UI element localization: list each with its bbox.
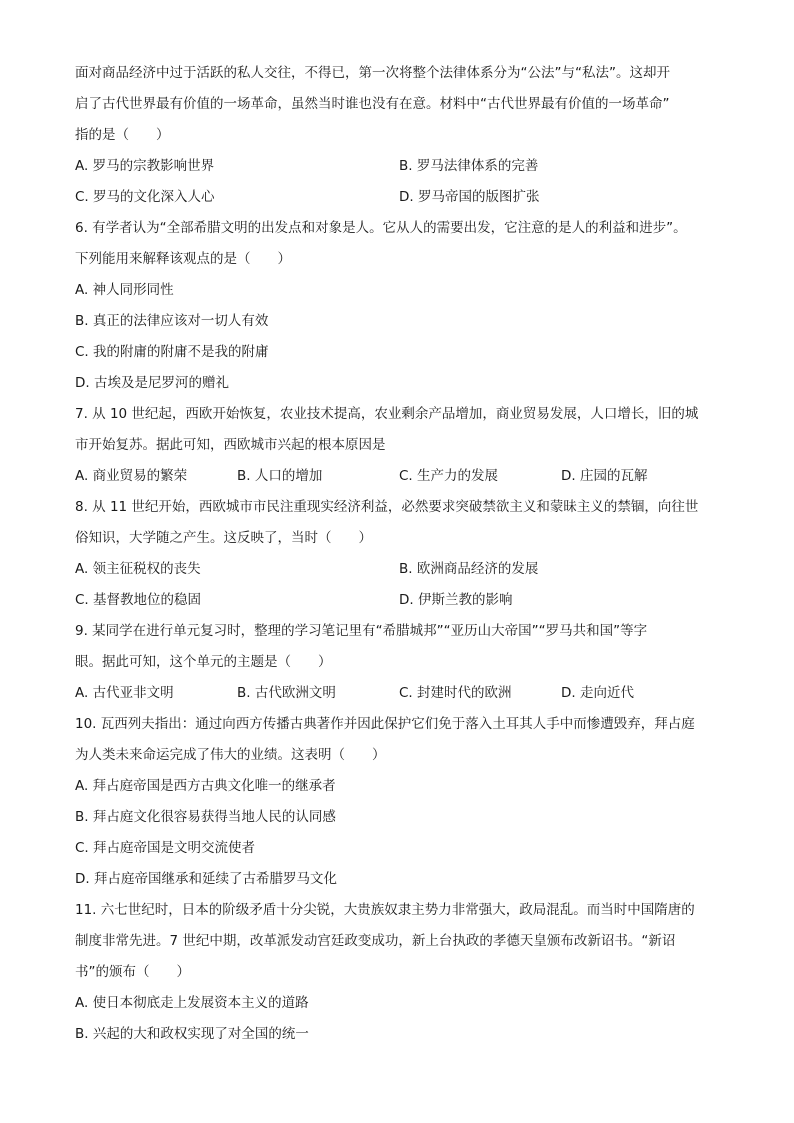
question-stem-line: 书”的颁布（ ） <box>75 964 190 980</box>
option-d: D. 古埃及是尼罗河的赠礼 <box>75 375 229 391</box>
question-stem-line: 下列能用来解释该观点的是（ ） <box>75 251 291 267</box>
option-a: A. 神人同形同性 <box>75 282 174 298</box>
option-c: C. 我的附庸的附庸不是我的附庸 <box>75 344 269 360</box>
option-c: C. 拜占庭帝国是文明交流使者 <box>75 840 256 856</box>
option-b: B. 古代欧洲文明 <box>237 685 336 701</box>
option-a: A. 领主征税权的丧失 <box>75 561 201 577</box>
question-stem-line: 指的是（ ） <box>75 127 170 143</box>
question-9 <box>75 616 725 709</box>
question-stem-line: 制度非常先进。7 世纪中期，改革派发动宫廷政变成功，新上台执政的孝德天皇颁布改新诏书。“新诏 <box>75 933 676 949</box>
question-stem-line: 为人类未来命运完成了伟大的业绩。这表明（ ） <box>75 747 386 763</box>
question-10 <box>75 709 725 895</box>
question-stem-line: 7. 从 10 世纪起，西欧开始恢复，农业技术提高，农业剩余产品增加，商业贸易发展，人口增长，旧的城 <box>75 406 699 422</box>
question-stem-line: 启了古代世界最有价值的一场革命，虽然当时谁也没有在意。材料中“古代世界最有价值的一场革命” <box>75 96 670 112</box>
option-d: D. 拜占庭帝国继承和延续了古希腊罗马文化 <box>75 871 337 887</box>
option-a: A. 使日本彻底走上发展资本主义的道路 <box>75 995 309 1011</box>
option-c: C. 罗马的文化深入人心 <box>75 189 215 205</box>
option-a: A. 商业贸易的繁荣 <box>75 468 188 484</box>
question-8 <box>75 492 725 616</box>
option-b: B. 人口的增加 <box>237 468 323 484</box>
question-stem-line: 面对商品经济中过于活跃的私人交往，不得已，第一次将整个法律体系分为“公法”与“私法”。这却开 <box>75 65 670 81</box>
option-c: C. 封建时代的欧洲 <box>399 685 512 701</box>
options-row <box>75 585 725 616</box>
question-stem-line: 11. 六七世纪时，日本的阶级矛盾十分尖锐，大贵族奴隶主势力非常强大，政局混乱。而当时中国隋唐的 <box>75 902 695 918</box>
question-stem-line: 10. 瓦西列夫指出：通过向西方传播古典著作并因此保护它们免于落入土耳其人手中而惨遭毁弃，拜占庭 <box>75 716 695 732</box>
option-d: D. 伊斯兰教的影响 <box>399 592 513 608</box>
question-stem-line: 市开始复苏。据此可知，西欧城市兴起的根本原因是 <box>75 437 386 453</box>
option-c: C. 基督教地位的稳固 <box>75 592 202 608</box>
options-row <box>75 182 725 213</box>
option-b: B. 罗马法律体系的完善 <box>399 158 539 174</box>
options-row <box>75 678 725 709</box>
option-a: A. 罗马的宗教影响世界 <box>75 158 215 174</box>
question-11 <box>75 895 725 1050</box>
options-row <box>75 461 725 492</box>
option-a: A. 古代亚非文明 <box>75 685 174 701</box>
question-stem-line: 9. 某同学在进行单元复习时，整理的学习笔记里有“希腊城邦”“亚历山大帝国”“罗马共和国”等字 <box>75 623 648 639</box>
option-b: B. 欧洲商品经济的发展 <box>399 561 539 577</box>
question-stem-line: 俗知识，大学随之产生。这反映了，当时（ ） <box>75 530 372 546</box>
option-b: B. 兴起的大和政权实现了对全国的统一 <box>75 1026 309 1042</box>
option-b: B. 拜占庭文化很容易获得当地人民的认同感 <box>75 809 336 825</box>
option-d: D. 走向近代 <box>561 685 634 701</box>
option-c: C. 生产力的发展 <box>399 468 499 484</box>
question-6 <box>75 213 725 399</box>
question-stem-line: 眼。据此可知，这个单元的主题是（ ） <box>75 654 332 670</box>
option-d: D. 庄园的瓦解 <box>561 468 648 484</box>
options-row <box>75 554 725 585</box>
option-b: B. 真正的法律应该对一切人有效 <box>75 313 269 329</box>
options-row <box>75 151 725 182</box>
option-a: A. 拜占庭帝国是西方古典文化唯一的继承者 <box>75 778 336 794</box>
question-stem-line: 6. 有学者认为“全部希腊文明的出发点和对象是人。它从人的需要出发，它注意的是人的利益和进步”。 <box>75 220 687 236</box>
question-stem-line: 8. 从 11 世纪开始，西欧城市市民注重现实经济利益，必然要求突破禁欲主义和蒙昧主义的禁锢，向往世 <box>75 499 699 515</box>
question-5 <box>75 58 725 213</box>
exam-page <box>75 58 725 1050</box>
option-d: D. 罗马帝国的版图扩张 <box>399 189 540 205</box>
question-7 <box>75 399 725 492</box>
